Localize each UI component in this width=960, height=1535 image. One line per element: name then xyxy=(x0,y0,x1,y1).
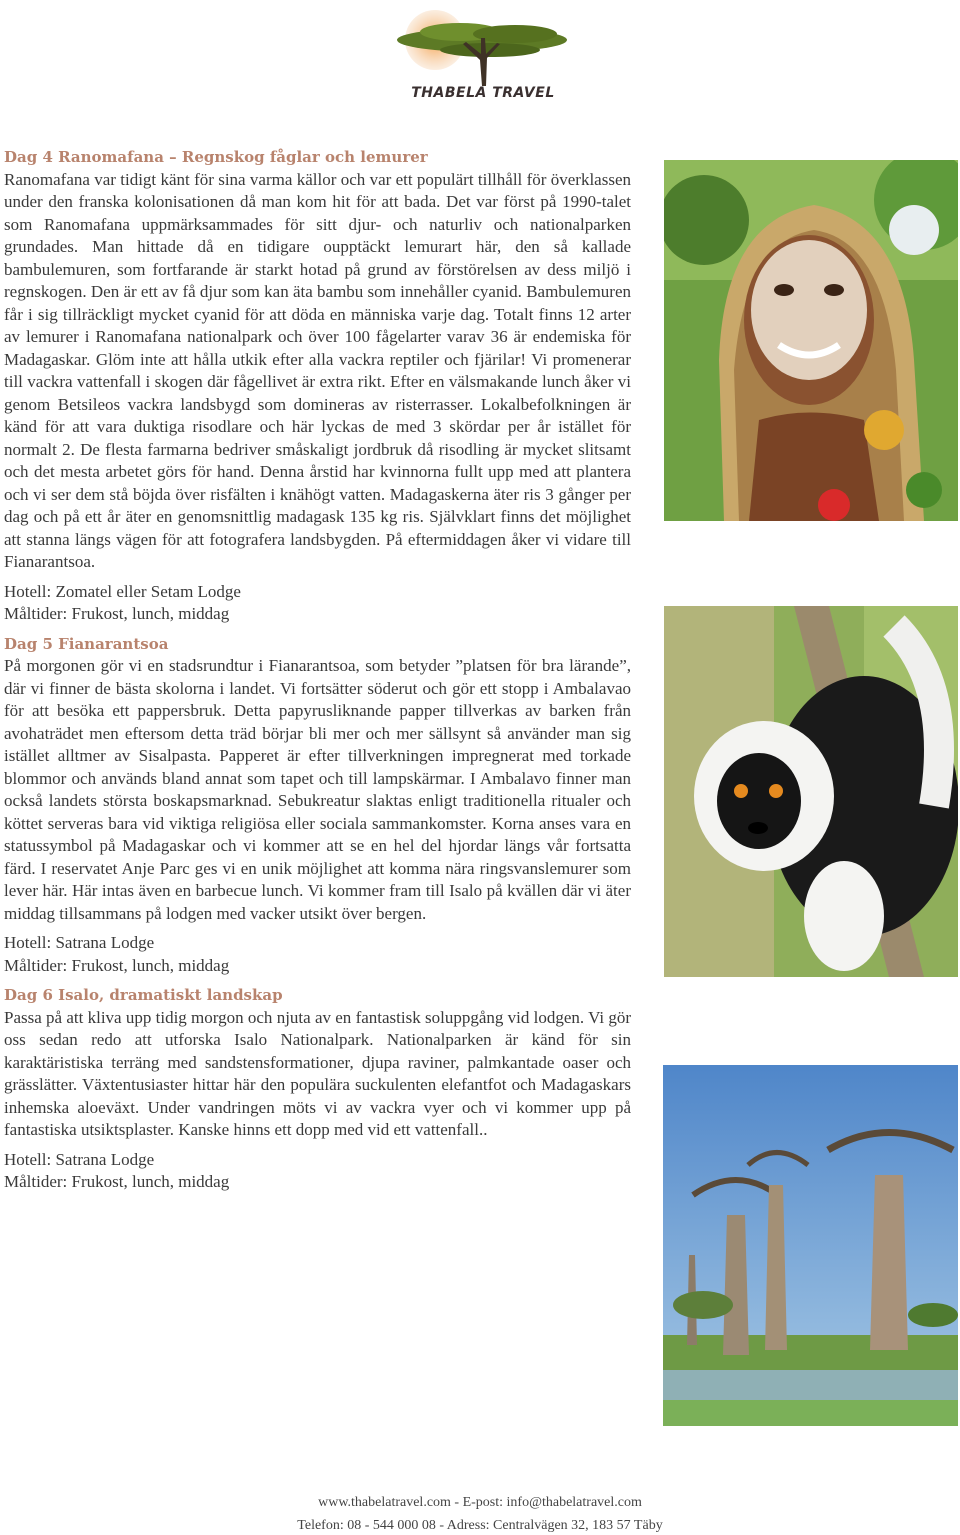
day-4-section xyxy=(4,146,631,633)
photo-malagasy-woman xyxy=(664,160,958,521)
logo-text: THABELA TRAVEL xyxy=(411,85,555,101)
photo-ruffed-lemur xyxy=(664,606,958,977)
day-6-meals: Måltider: Frukost, lunch, middag xyxy=(4,1172,230,1191)
day-4-hotel: Hotell: Zomatel eller Setam Lodge xyxy=(4,581,241,601)
footer-contact-web: www.thabelatravel.com - E-post: info@thabelatravel.com xyxy=(318,1495,642,1510)
photo-baobab-trees xyxy=(663,1065,958,1426)
footer-contact-address: Telefon: 08 - 544 000 08 - Adress: Centralvägen 32, 183 57 Täby xyxy=(297,1518,663,1533)
day-6-heading: Dag 6 Isalo, dramatiskt landskap xyxy=(4,986,283,1004)
day-6-body: Passa på att kliva upp tidig morgon och njuta av en fantastisk soluppgång vid lodgen. Vi gör oss sedan redo att utforska Isalo Nationalpark. Nationalparken är känd för sin karaktäristiska terräng med sandstensformationer, djupa raviner, palmkantade oaser och grässlätter. Växtentusiaster hittar här den populära suckulenten elefantfot och Madagaskars inhemska aloeväxt. Under vandringen möts vi av vackra vyer och vi kommer upp på fantastiska utsiktsplaster. Kanske hinns ett dopp med vid ett vattenfall.. xyxy=(4,1007,631,1139)
day-6-hotel: Hotell: Satrana Lodge xyxy=(4,1149,155,1169)
thabela-travel-logo xyxy=(390,8,575,108)
day-5-meals: Måltider: Frukost, lunch, middag xyxy=(4,955,230,975)
day-4-heading: Dag 4 Ranomafana – Regnskog fåglar och lemurer xyxy=(4,148,428,166)
day-5-body: På morgonen gör vi en stadsrundtur i Fianarantsoa, som betyder ”platsen för bra lärande”, där vi finner de bästa skolorna i landet. Vi fortsätter söderut och gör ett stopp i Ambalavao för att besöka ett pappersbruk. Detta papyrusliknande papper tillverkas av barken från avohaträdet men eftersom detta träd börjar bli mer och mer sällsynt så använder man sig istället alltmer av Sisalpasta. Papperet är efter tillverkningen impregnerat med torkade blommor och används bland annat som tapet och till lampskärmar. I Ambalavo finner man också landets största boskapsmarknad. Sebukreatur slaktas enligt traditionella ritualer och köttet serveras bara vid viktiga religiösa eller sociala sammankomster. Korna anses vara en statussymbol på Madagaskar och vi kommer att se en hel del hjordar längs vår fortsatta färd. I reservatet Anje Parc ges vi en unik möjlighet att komma nära ringsvanslemurer som lever här. Här intas även en barbecue lunch. Vi kommer fram till Isalo på kvällen där vi äter middag tillsammans på lodgen med vacker utsikt över bergen. xyxy=(4,656,631,923)
day-5-heading: Dag 5 Fianarantsoa xyxy=(4,634,169,653)
day-5-section xyxy=(4,633,631,985)
acacia-tree-icon xyxy=(390,8,575,88)
day-4-meals: Måltider: Frukost, lunch, middag xyxy=(4,604,230,623)
itinerary-content xyxy=(4,146,631,1194)
day-5-hotel: Hotell: Satrana Lodge xyxy=(4,933,155,952)
day-4-body: Ranomafana var tidigt känt för sina varma källor och var ett populärt tillhåll för överklassen under den franska kolonisationen då man kom hit för att bada. Det var först på 1990-talet som Ranomafana uppmärksammades för sitt djur- och naturliv och nationalparken grundades. Man hittade då en tidigare oupptäckt lemurart här, den så kallade bambulemuren, som fortfarande är starkt hotad på grund av förstörelsen av dess miljö i regnskogen. Den är ett av få djur som kan äta bambu som innehåller cyanid. Bambulemuren får i sig tillräckligt mycket cyanid för att döda en människa varje dag. Totalt finns 12 arter av lemurer i Ranomafana nationalpark och över 100 fågelarter varav 36 är endemiska för Madagaskar. Glöm inte att hålla utkik efter alla vackra reptiler och fjärilar! Vi promenerar till vackra vattenfall i skogen där fågellivet är extra rikt. Efter en välsmakande lunch åker vi genom Betsileos vackra landsbygd som domineras av risterrasser. Lokalbefolkningen är känd för att vara duktiga risodlare och här lyckas de med 3 skördar per år istället för normalt 2. De flesta farmarna bedriver småskaligt jordbruk då risodling är mycket slitsamt och det mesta arbetet görs för hand. Denna årstid har kvinnorna fullt upp med att plantera och vi ser dem stå böjda över risfälten i knähögt vatten. Madagaskerna äter ris 3 gånger per dag och på ett år äter en genomsnittlig madagask 135 kg ris. Självklart finns det möjlighet att stanna längs vägen för att fotografera landsbygden. På eftermiddagen åker vi vidare till Fianarantsoa. xyxy=(4,169,631,571)
day-6-section xyxy=(4,984,631,1194)
